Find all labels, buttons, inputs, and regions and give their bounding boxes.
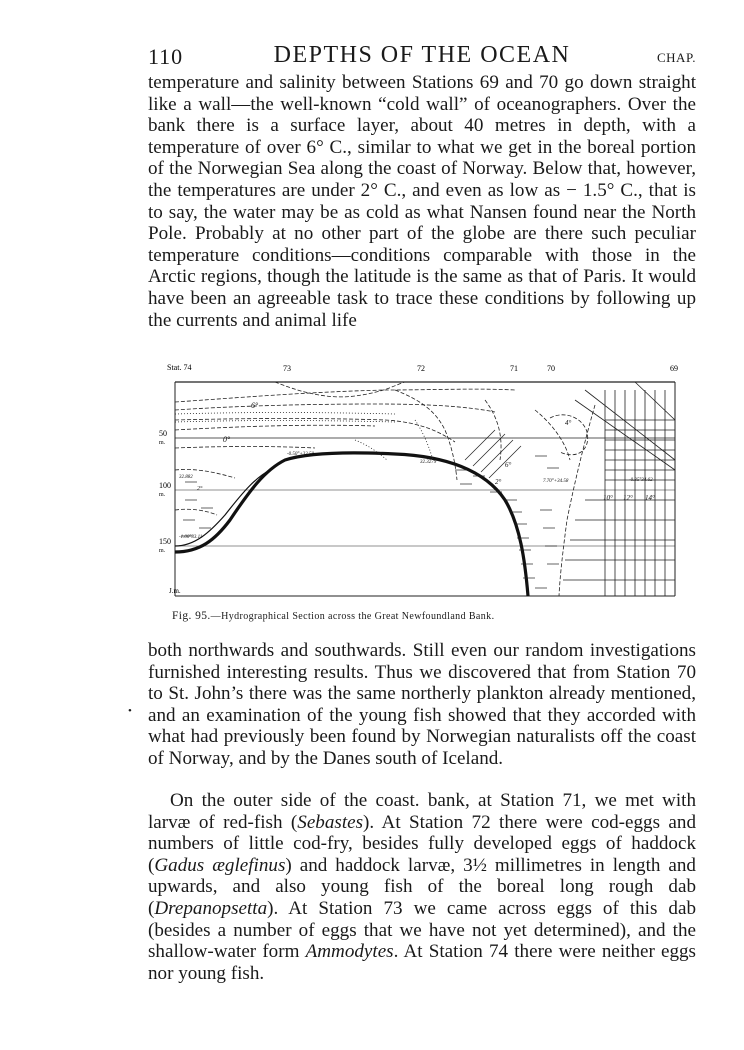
isotherm-label-10: 10° bbox=[603, 494, 613, 502]
salinity-label-1: -0.50°+32.50 bbox=[287, 452, 315, 457]
caption-text: —Hydrographical Section across the Great Newfoundland Bank. bbox=[210, 611, 495, 622]
hydrographical-section-figure bbox=[155, 360, 695, 605]
depth-unit-150: m. bbox=[159, 548, 166, 554]
chapter-label: CHAP. bbox=[657, 50, 696, 65]
isotherm-label-2: 2° bbox=[495, 478, 502, 486]
isotherm-label-12: 12° bbox=[623, 494, 633, 502]
p3-text-5: . At Station 74 there were neither eggs nor young fish. bbox=[148, 941, 696, 984]
depth-unit-50: m. bbox=[159, 440, 166, 446]
salinity-label-6: 7.70°+34.58 bbox=[543, 479, 569, 484]
p3-text-1: On the outer side of the coast. bank, at Station 71, we met with larvæ of red-fish ( bbox=[148, 790, 696, 833]
page-header bbox=[148, 42, 696, 70]
salinity-label-4: -1.00°33.11 bbox=[179, 535, 203, 540]
p3-italic-sebastes: Sebastes bbox=[297, 811, 364, 833]
running-title: DEPTHS OF THE OCEAN bbox=[273, 42, 571, 68]
p3-italic-ammodytes: Ammodytes bbox=[305, 941, 394, 963]
section-diagram bbox=[155, 360, 695, 605]
warm-water-grid bbox=[563, 382, 675, 596]
station-label-69: 69 bbox=[670, 364, 678, 373]
salinity-label-2: 32.3279 bbox=[420, 460, 437, 465]
figure-frame bbox=[175, 382, 675, 596]
caption-number: Fig. 95. bbox=[172, 610, 211, 622]
depth-unit-100: m. bbox=[159, 492, 166, 498]
depth-label-100: 100 bbox=[159, 481, 171, 490]
p3-text-3: ) and haddock larvæ, 3½ millimetres in length and upwards, and also young fish of the boreal long rough dab ( bbox=[148, 854, 696, 919]
station-label-70: 70 bbox=[547, 364, 555, 373]
p3-italic-drepanopsetta: Drepanopsetta bbox=[154, 897, 268, 919]
isotherm-label-4: 4° bbox=[565, 419, 572, 427]
isotherm-label-6: 6° bbox=[251, 401, 259, 410]
station-label-72: 72 bbox=[417, 364, 425, 373]
bottom-label: J.m. bbox=[169, 587, 181, 595]
paragraph-1: temperature and salinity between Stations 69 and 70 go down straight like a wall—the well-known “cold wall” of oceanographers. Over the bank there is a surface layer, about 40 metres in depth, with a temperature of over 6° C., similar to what we get in the boreal portion of the Norwegian Sea along the coast of Norway. Below that, however, the temperatures are under 2° C., and even as low as − 1.5° C., that is to say, the water may be as cold as what Nansen found near the North Pole. Probably at no other part of the globe are there such peculiar temperature conditions—conditions comparable with those in the Arctic regions, though the latitude is the same as that of Paris. It would have been an agreeable task to trace these conditions by following up the currents and animal life bbox=[148, 72, 696, 331]
isotherm-label-0: 0° bbox=[223, 435, 231, 444]
station-label-73: 73 bbox=[283, 364, 291, 373]
page-number: 110 bbox=[148, 44, 184, 69]
margin-mark: • bbox=[128, 705, 132, 717]
isotherm-label-6b: 6° bbox=[505, 461, 512, 469]
isotherm-label-14: 14° bbox=[645, 494, 655, 502]
depth-label-50: 50 bbox=[159, 429, 167, 438]
station-label-74: Stat. 74 bbox=[167, 363, 192, 372]
depth-label-150: 150 bbox=[159, 537, 171, 546]
figure-caption bbox=[172, 610, 692, 622]
station-label-71: 71 bbox=[510, 364, 518, 373]
paragraph-3 bbox=[148, 790, 696, 984]
salinity-label-5: 2° bbox=[197, 486, 203, 492]
p3-text-4: ). At Station 73 we came across eggs of this dab (besides a number of eggs that we have not yet determined), and the shallow-water form bbox=[148, 897, 696, 963]
paragraph-2: both northwards and southwards. Still even our random investigations furnished interesting results. Thus we discovered that from Station 70 to St. John’s there was the same northerly plankton already mentioned, and an examination of the young fish showed that they accorded with what had previously been found by Norwegian naturalists off the coast of Norway, and by the Danes south of Iceland. bbox=[148, 640, 696, 769]
p3-text-2: ). At Station 72 there were cod-eggs and numbers of little cod-fry, besides fully developed eggs of haddock ( bbox=[148, 811, 696, 876]
p3-italic-gadus: Gadus æglefinus bbox=[154, 854, 286, 876]
salinity-label-3: 32.882 bbox=[179, 475, 193, 480]
seabed-profile bbox=[175, 453, 528, 596]
salinity-label-7: -0.35°34.62 bbox=[629, 478, 653, 483]
